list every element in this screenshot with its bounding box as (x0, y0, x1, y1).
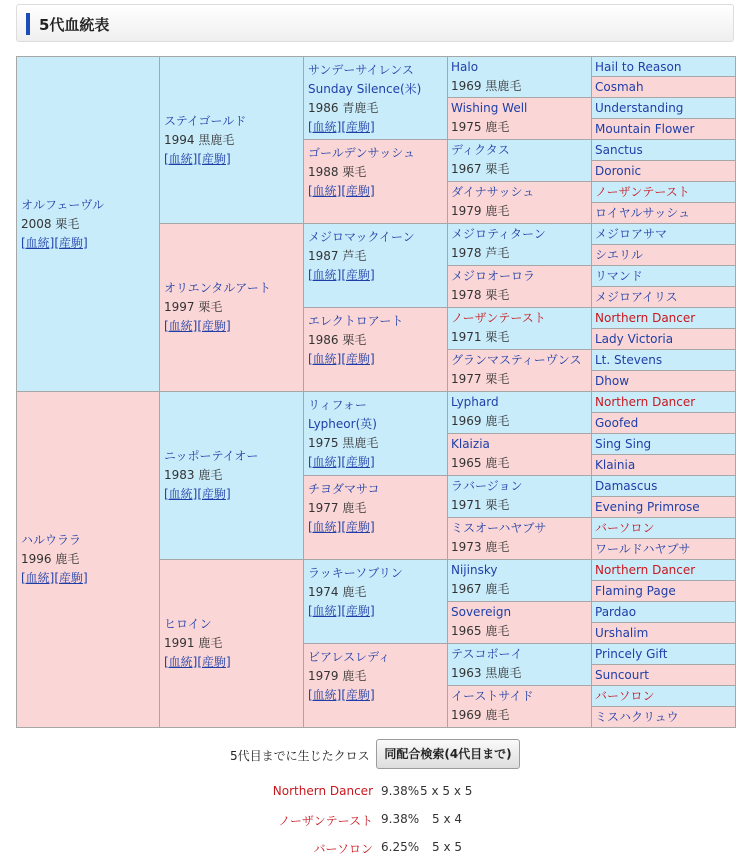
pedigree-cell-gen2 (160, 56, 304, 224)
cross-generations: 5 x 4 (432, 812, 462, 826)
pedigree-offspring-links[interactable]: [血統][産駒] (164, 655, 231, 669)
horse-name-link[interactable]: ワールドハヤブサ (595, 542, 691, 556)
pedigree-offspring-links[interactable]: [血統][産駒] (21, 235, 88, 250)
horse-birth-color: 1978 栗毛 (451, 288, 510, 302)
horse-name-link[interactable]: リマンド (595, 269, 643, 283)
pedigree-cell-gen4 (448, 140, 592, 182)
horse-birth-color: 2008 栗毛 (21, 216, 80, 231)
horse-name-link[interactable]: ミスハクリュウ (595, 710, 679, 724)
horse-birth-color: 1996 鹿毛 (21, 552, 80, 566)
pedigree-cell-gen4 (448, 434, 592, 476)
horse-name-link[interactable]: Sanctus (595, 143, 643, 157)
page-title: 5代血統表 (39, 16, 110, 34)
horse-birth-color: 1983 鹿毛 (164, 468, 223, 482)
horse-birth-color: 1969 鹿毛 (451, 414, 510, 428)
horse-entry (308, 144, 443, 201)
horse-name-link[interactable]: Dhow (595, 374, 630, 388)
horse-name-link[interactable]: Lt. Stevens (595, 353, 663, 367)
pedigree-cell-gen5 (592, 245, 736, 266)
horse-name-link[interactable]: ミスオーハヤブサ (451, 521, 547, 535)
horse-name-link[interactable]: Klainia (595, 458, 636, 472)
horse-name-link[interactable]: ゴールデンサッシュ (308, 146, 416, 160)
horse-entry (21, 531, 155, 588)
horse-origin-name[interactable]: Sunday Silence(米) (308, 82, 422, 96)
horse-name-link[interactable]: Flaming Page (595, 584, 676, 598)
pedigree-cell-gen1 (16, 392, 160, 728)
pedigree-cell-gen3 (304, 224, 448, 308)
pedigree-cell-gen3 (304, 644, 448, 728)
horse-name-link[interactable]: Urshalim (595, 626, 649, 640)
horse-birth-color: 1971 栗毛 (451, 498, 510, 512)
pedigree-cell-gen5 (592, 623, 736, 644)
same-mating-search-button[interactable]: 同配合検索(4代目まで) (376, 739, 520, 769)
horse-name-link[interactable]: ニッポーテイオー (164, 449, 259, 463)
horse-name-link[interactable]: ノーザンテースト (451, 311, 546, 325)
pedigree-cell-gen5 (592, 686, 736, 707)
pedigree-cell-gen5 (592, 707, 736, 728)
horse-birth-color: 1965 鹿毛 (451, 624, 510, 638)
pedigree-offspring-links[interactable]: [血統][産駒] (308, 520, 375, 534)
horse-birth-color: 1986 栗毛 (308, 333, 367, 347)
cross-horse-name[interactable]: Northern Dancer (272, 784, 373, 798)
horse-birth-color: 1969 鹿毛 (451, 708, 510, 722)
horse-name-link[interactable]: Sing Sing (595, 437, 652, 451)
cross-toolbar (16, 738, 736, 774)
horse-name-link[interactable]: リィフォー (308, 398, 367, 412)
horse-entry (164, 447, 299, 504)
horse-name-link[interactable]: Evening Primrose (595, 500, 700, 514)
horse-name-link[interactable]: Sovereign (451, 605, 512, 619)
horse-name-link[interactable]: Suncourt (595, 668, 650, 682)
pedigree-offspring-links[interactable]: [血統][産駒] (308, 688, 375, 702)
horse-entry (308, 228, 443, 285)
horse-birth-color: 1997 栗毛 (164, 300, 223, 314)
horse-entry (308, 61, 443, 137)
horse-name-link[interactable]: ラッキーソブリン (308, 566, 403, 580)
horse-name-link[interactable]: Cosmah (595, 80, 644, 94)
horse-birth-color: 1987 芦毛 (308, 249, 367, 263)
pedigree-cell-gen4 (448, 392, 592, 434)
pedigree-cell-gen5 (592, 581, 736, 602)
cross-generations: 5 x 5 (432, 840, 462, 854)
pedigree-cell-gen4 (448, 560, 592, 602)
horse-name-link[interactable]: メジロマックイーン (308, 230, 415, 244)
horse-name-link[interactable]: ビアレスレディ (308, 650, 391, 664)
horse-name-link[interactable]: Doronic (595, 164, 642, 178)
pedigree-offspring-links[interactable]: [血統][産駒] (308, 268, 375, 282)
pedigree-cell-gen5 (592, 497, 736, 518)
pedigree-cell-gen5 (592, 329, 736, 350)
horse-birth-color: 1994 黒鹿毛 (164, 132, 235, 147)
pedigree-cell-gen5 (592, 56, 736, 77)
horse-name-link[interactable]: Goofed (595, 416, 639, 430)
horse-name-link[interactable]: Wishing Well (451, 101, 528, 115)
pedigree-cell-gen5 (592, 119, 736, 140)
horse-name-link[interactable]: Lady Victoria (595, 332, 674, 346)
horse-name-link[interactable]: ディクタス (451, 143, 510, 157)
pedigree-cell-gen5 (592, 77, 736, 98)
horse-name-link[interactable]: イーストサイド (451, 689, 534, 703)
horse-birth-color: 1979 鹿毛 (308, 669, 367, 683)
horse-name-link[interactable]: メジロアイリス (595, 290, 678, 304)
cross-row (0, 812, 750, 832)
pedigree-cell-gen5 (592, 518, 736, 539)
horse-name-link[interactable]: Mountain Flower (595, 122, 695, 136)
horse-entry (164, 615, 299, 672)
pedigree-cell-gen5 (592, 644, 736, 665)
pedigree-cell-gen4 (448, 56, 592, 98)
horse-birth-color: 1977 鹿毛 (308, 501, 367, 515)
cross-percent: 9.38% (381, 812, 420, 826)
cross-horse-name[interactable]: バーソロン (313, 842, 373, 856)
horse-birth-color: 1965 鹿毛 (451, 456, 510, 470)
pedigree-offspring-links[interactable]: [血統][産駒] (308, 120, 375, 134)
horse-name-link[interactable]: Northern Dancer (595, 563, 696, 577)
pedigree-cell-gen2 (160, 392, 304, 560)
pedigree-cell-gen4 (448, 602, 592, 644)
horse-entry (21, 196, 155, 253)
horse-name-link[interactable]: バーソロン (595, 689, 655, 703)
horse-birth-color: 1977 栗毛 (451, 372, 510, 386)
horse-name-link[interactable]: Northern Dancer (595, 395, 696, 409)
pedigree-offspring-links[interactable]: [血統][産駒] (164, 319, 231, 333)
horse-entry (308, 648, 443, 705)
horse-name-link[interactable]: オリエンタルアート (164, 281, 271, 295)
pedigree-cell-gen5 (592, 350, 736, 371)
page-header (16, 4, 734, 42)
pedigree-cell-gen3 (304, 56, 448, 140)
cross-row (0, 784, 750, 804)
horse-birth-color: 1986 青鹿毛 (308, 101, 379, 115)
horse-birth-color: 1978 芦毛 (451, 246, 510, 260)
cross-percent: 6.25% (381, 840, 420, 854)
horse-birth-color: 1963 黒鹿毛 (451, 666, 522, 680)
horse-name-link[interactable]: チヨダマサコ (308, 482, 380, 496)
horse-entry (308, 312, 443, 369)
pedigree-cell-gen5 (592, 224, 736, 245)
pedigree-cell-gen5 (592, 602, 736, 623)
pedigree-cell-gen3 (304, 392, 448, 476)
pedigree-cell-gen3 (304, 476, 448, 560)
horse-entry (308, 564, 443, 621)
horse-name-link[interactable]: メジロアサマ (595, 227, 668, 241)
horse-entry (164, 279, 299, 336)
horse-name-link[interactable]: シエリル (595, 248, 644, 262)
cross-percent: 9.38% (381, 784, 420, 798)
pedigree-offspring-links[interactable]: [血統][産駒] (308, 184, 375, 198)
cross-horse-name[interactable]: ノーザンテースト (278, 814, 373, 828)
horse-name-link[interactable]: Halo (451, 60, 479, 74)
pedigree-cell-gen5 (592, 371, 736, 392)
pedigree-cell-gen5 (592, 266, 736, 287)
horse-name-link[interactable]: ロイヤルサッシュ (595, 206, 691, 220)
pedigree-cell-gen4 (448, 476, 592, 518)
horse-birth-color: 1973 鹿毛 (451, 540, 510, 554)
horse-name-link[interactable]: Pardao (595, 605, 637, 619)
horse-name-link[interactable]: ヒロイン (164, 617, 212, 631)
horse-name-link[interactable]: Northern Dancer (595, 311, 696, 325)
horse-birth-color: 1975 黒鹿毛 (308, 436, 379, 450)
horse-entry (164, 112, 299, 169)
pedigree-cell-gen4 (448, 644, 592, 686)
pedigree-cell-gen5 (592, 413, 736, 434)
pedigree-cell-gen5 (592, 140, 736, 161)
pedigree-offspring-links[interactable]: [血統][産駒] (164, 487, 231, 501)
pedigree-cell-gen4 (448, 98, 592, 140)
horse-name-link[interactable]: メジロオーロラ (451, 269, 536, 283)
pedigree-cell-gen5 (592, 308, 736, 329)
pedigree-cell-gen4 (448, 308, 592, 350)
horse-name-link[interactable]: ステイゴールド (164, 113, 247, 128)
pedigree-cell-gen3 (304, 560, 448, 644)
pedigree-cell-gen5 (592, 287, 736, 308)
horse-birth-color: 1967 栗毛 (451, 162, 510, 176)
horse-name-link[interactable]: エレクトロアート (308, 314, 404, 328)
horse-name-link[interactable]: Nijinsky (451, 563, 498, 577)
pedigree-cell-gen5 (592, 539, 736, 560)
horse-birth-color: 1967 鹿毛 (451, 582, 510, 596)
pedigree-cell-gen4 (448, 518, 592, 560)
pedigree-cell-gen4 (448, 266, 592, 308)
horse-birth-color: 1975 鹿毛 (451, 120, 510, 134)
horse-name-link[interactable]: Klaizia (451, 437, 490, 451)
pedigree-cell-gen2 (160, 224, 304, 392)
pedigree-offspring-links[interactable]: [血統][産駒] (308, 455, 375, 469)
pedigree-cell-gen2 (160, 560, 304, 728)
horse-name-link[interactable]: ダイナサッシュ (451, 185, 535, 199)
horse-name-link[interactable]: ノーザンテースト (595, 185, 690, 199)
horse-birth-color: 1969 黒鹿毛 (451, 79, 522, 93)
pedigree-cell-gen5 (592, 665, 736, 686)
pedigree-cell-gen5 (592, 392, 736, 413)
cross-generations: 5 x 5 x 5 (420, 784, 473, 798)
pedigree-cell-gen4 (448, 686, 592, 728)
horse-birth-color: 1974 鹿毛 (308, 585, 367, 599)
pedigree-offspring-links[interactable]: [血統][産駒] (308, 352, 375, 366)
pedigree-cell-gen5 (592, 434, 736, 455)
header-accent-bar (26, 13, 30, 35)
pedigree-cell-gen4 (448, 350, 592, 392)
horse-name-link[interactable]: バーソロン (595, 521, 655, 535)
horse-entry (308, 396, 443, 472)
horse-origin-name[interactable]: Lypheor(英) (308, 417, 377, 431)
horse-birth-color: 1979 鹿毛 (451, 204, 510, 218)
cross-label: 5代目までに生じたクロス (230, 749, 370, 763)
pedigree-offspring-links[interactable]: [血統][産駒] (164, 151, 231, 166)
pedigree-offspring-links[interactable]: [血統][産駒] (308, 604, 375, 618)
pedigree-cell-gen4 (448, 224, 592, 266)
horse-birth-color: 1991 鹿毛 (164, 636, 223, 650)
pedigree-cell-gen5 (592, 476, 736, 497)
horse-name-link[interactable]: メジロティターン (451, 227, 546, 241)
horse-name-link[interactable]: ラバージョン (451, 479, 523, 493)
horse-name-link[interactable]: Hail to Reason (595, 60, 682, 74)
horse-name-link[interactable]: テスコボーイ (451, 647, 523, 661)
cross-row (0, 840, 750, 860)
horse-name-link[interactable]: サンデーサイレンス (308, 63, 414, 77)
pedigree-offspring-links[interactable]: [血統][産駒] (21, 571, 88, 585)
horse-name-link[interactable]: Lyphard (451, 395, 499, 409)
pedigree-cell-gen5 (592, 182, 736, 203)
pedigree-cell-gen3 (304, 308, 448, 392)
horse-name-link[interactable]: Understanding (595, 101, 684, 115)
horse-name-link[interactable]: Damascus (595, 479, 658, 493)
pedigree-cell-gen3 (304, 140, 448, 224)
pedigree-cell-gen5 (592, 455, 736, 476)
horse-entry (308, 480, 443, 537)
horse-name-link[interactable]: グランマスティーヴンス (451, 353, 582, 367)
horse-birth-color: 1971 栗毛 (451, 330, 510, 344)
pedigree-cell-gen4 (448, 182, 592, 224)
pedigree-cell-gen5 (592, 203, 736, 224)
horse-name-link[interactable]: ハルウララ (21, 533, 82, 547)
pedigree-cell-gen5 (592, 560, 736, 581)
horse-name-link[interactable]: オルフェーヴル (21, 197, 105, 212)
pedigree-cell-gen1 (16, 56, 160, 392)
horse-name-link[interactable]: Princely Gift (595, 647, 668, 661)
pedigree-cell-gen5 (592, 98, 736, 119)
horse-birth-color: 1988 栗毛 (308, 165, 367, 179)
pedigree-cell-gen5 (592, 161, 736, 182)
pedigree-table (16, 56, 736, 728)
